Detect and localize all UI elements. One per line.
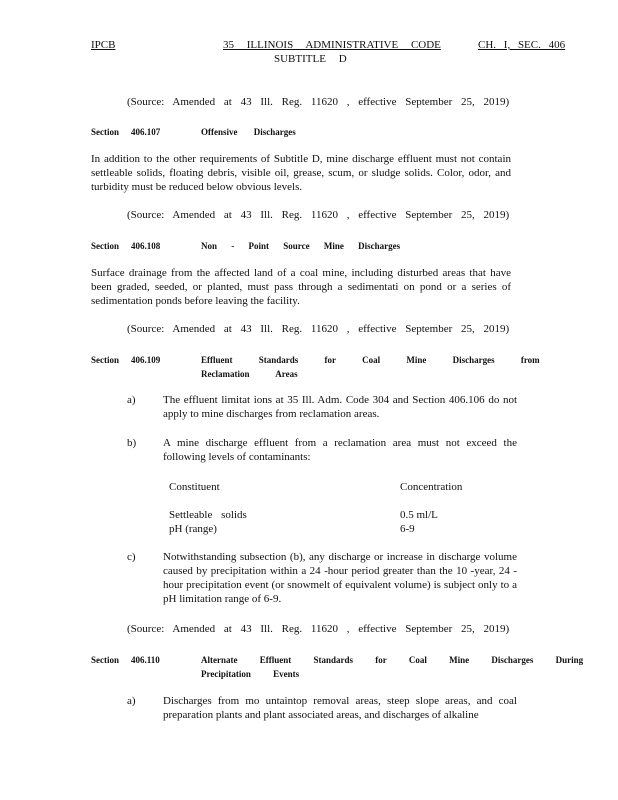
header-subtitle: SUBTITLE D <box>274 53 347 65</box>
section-label: Section <box>91 127 119 137</box>
section-title-continued: Precipitation Events <box>201 669 300 679</box>
source-note: (Source: Amended at 43 Ill. Reg. 11620 , effective September 25, 2019) <box>127 209 510 221</box>
section-title: Effluent Standards for Coal Mine Discharges from <box>201 355 540 365</box>
section-body: Surface drainage from the affected land of a coal mine, including disturbed areas that have been graded, seeded, or planted, must pass through a sedimentati on pond or a series of sedimentation ponds before leaving the facility. <box>91 267 511 307</box>
table-cell-constituent: pH (range) <box>169 523 217 535</box>
item-letter: b) <box>127 437 137 449</box>
table-cell-concentration: 0.5 ml/L <box>400 509 438 521</box>
header-code-title: 35 ILLINOIS ADMINISTRATIVE CODE <box>223 39 441 51</box>
source-note: (Source: Amended at 43 Ill. Reg. 11620 , effective September 25, 2019) <box>127 323 510 335</box>
section-body: In addition to the other requirements of Subtitle D, mine discharge effluent must not contain settleable solids, floating debris, visible oil, grease, scum, or sludge solids. Color, odor, and turbidity must be reduced below obvious levels. <box>91 153 511 193</box>
table-cell-constituent: Settleable solids <box>169 509 247 521</box>
source-note: (Source: Amended at 43 Ill. Reg. 11620 , effective September 25, 2019) <box>127 623 510 635</box>
item-text: A mine discharge effluent from a reclamation area must not exceed the following levels of contaminants: <box>163 437 517 463</box>
header-chapter-section: CH. I, SEC. 406 <box>478 39 566 51</box>
item-text: The effluent limitat ions at 35 Ill. Adm. Code 304 and Section 406.106 do not apply to mine discharges from reclamation areas. <box>163 394 517 420</box>
item-text: Discharges from mo untaintop removal areas, steep slope areas, and coal preparation plants and plant associated areas, and discharges of alkaline <box>163 695 517 721</box>
item-letter: a) <box>127 394 136 406</box>
table-cell-concentration: 6-9 <box>400 523 415 535</box>
item-letter: c) <box>127 551 136 563</box>
section-number: 406.107 <box>131 127 161 137</box>
section-label: Section <box>91 655 119 665</box>
header-agency: IPCB <box>91 39 116 51</box>
table-header-concentration: Concentration <box>400 481 463 493</box>
section-title-continued: Reclamation Areas <box>201 369 298 379</box>
section-label: Section <box>91 355 119 365</box>
section-number: 406.108 <box>131 241 161 251</box>
section-label: Section <box>91 241 119 251</box>
section-number: 406.109 <box>131 355 161 365</box>
section-title: Offensive Discharges <box>201 127 296 137</box>
section-number: 406.110 <box>131 655 160 665</box>
section-title: Non - Point Source Mine Discharges <box>201 241 401 251</box>
table-header-constituent: Constituent <box>169 481 220 493</box>
item-letter: a) <box>127 695 136 707</box>
section-title: Alternate Effluent Standards for Coal Mine Discharges During <box>201 655 584 665</box>
source-note: (Source: Amended at 43 Ill. Reg. 11620 , effective September 25, 2019) <box>127 96 510 108</box>
item-text: Notwithstanding subsection (b), any discharge or increase in discharge volume caused by precipitation within a 24 -hour period greater than the 10 -year, 24 -hour precipitation event (or snowmelt of equivalent volume) is subject only to a pH limitation range of 6-9. <box>163 551 517 605</box>
